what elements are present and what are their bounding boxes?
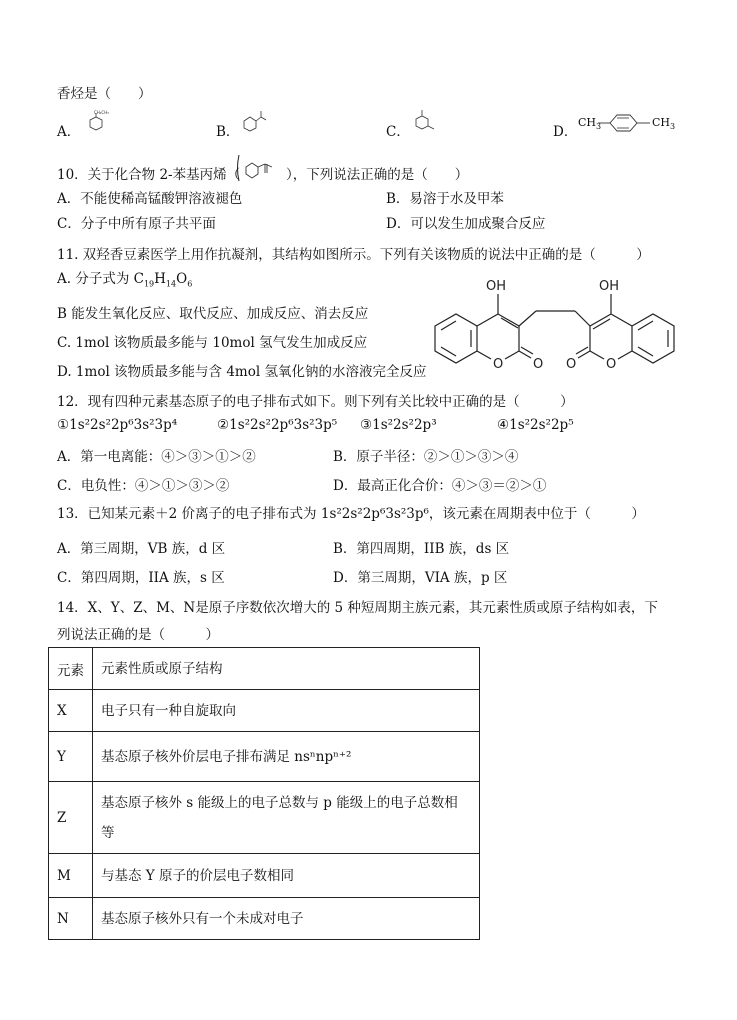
table-cell-element: M [49, 854, 93, 898]
q13-option-d: D．第三周期，VIA 族，p 区 [333, 570, 508, 586]
table-header-property: 元素性质或原子结构 [93, 648, 480, 690]
q9-option-c-structure [408, 104, 444, 138]
svg-text:CH₂CH₃: CH₂CH₃ [94, 110, 109, 115]
q12-option-c: C．电负性：④＞①＞③＞② [57, 478, 230, 494]
table-header-element: 元素 [49, 648, 93, 690]
table-cell-property: 基态原子核外只有一个未成对电子 [93, 898, 480, 940]
q10-stem-before: 10．关于化合物 2-苯基丙烯（ [57, 167, 241, 183]
right-carbonyl-oxygen-label: O [566, 357, 577, 372]
q10-option-b: B．易溶于水及甲苯 [386, 191, 504, 207]
q14-stem-line2: 列说法正确的是（ ） [57, 627, 219, 643]
q12-config-4: ④1s²2s²2p⁵ [497, 417, 574, 433]
q13-option-c: C．第四周期，IIA 族，s 区 [57, 570, 225, 586]
element-properties-table [48, 647, 480, 940]
table-row [49, 898, 480, 940]
q9-option-d-label: D． [553, 124, 578, 140]
left-ring-oxygen-label: O [493, 357, 504, 372]
q12-stem: 12．现有四种元素基态原子的电子排布式如下。则下列有关比较中正确的是（ ） [57, 394, 574, 410]
q9-option-d-right-group: $CH_3$ [652, 116, 676, 132]
table-row [49, 782, 480, 854]
q14-stem-line1: 14．X、Y、Z、M、N是原子序数依次增大的 5 种短周期主族元素，其元素性质或原子结构如表，下 [57, 600, 658, 616]
table-cell-property: 基态原子核外 s 能级上的电子总数与 p 能级上的电子总数相等 [93, 782, 480, 854]
q9-option-d-structure [596, 107, 652, 141]
table-header-row [49, 648, 480, 690]
q10-2-phenylpropene-structure [236, 151, 286, 185]
right-ring-oxygen-label: O [606, 357, 617, 372]
q10-option-d: D．可以发生加成聚合反应 [386, 216, 546, 232]
q9-option-a-label: A． [57, 124, 81, 140]
table-cell-property: 电子只有一种自旋取向 [93, 690, 480, 732]
q9-option-c-label: C． [386, 124, 410, 140]
q10-option-a: A．不能使稀高锰酸钾溶液褪色 [57, 191, 243, 207]
table-cell-element: N [49, 898, 93, 940]
table-row [49, 732, 480, 782]
q10-option-c: C．分子中所有原子共平面 [57, 216, 216, 232]
q12-config-2: ②1s²2s²2p⁶3s²3p⁵ [217, 417, 338, 433]
table-cell-property: 基态原子核外价层电子排布满足 nsⁿnpⁿ⁺² [93, 732, 480, 782]
q13-option-b: B．第四周期，IIB 族，ds 区 [333, 541, 510, 557]
q12-option-b: B．原子半径：②＞①＞③＞④ [333, 449, 519, 465]
q12-option-d: D．最高正化合价：④＞③＝②＞① [333, 478, 547, 494]
table-cell-element: X [49, 690, 93, 732]
q9-option-b-structure [236, 103, 276, 137]
table-row [49, 854, 480, 898]
left-carbonyl-oxygen-label: O [533, 357, 544, 372]
dicoumarol-structure [425, 270, 695, 382]
q9-stem: 香烃是（ ） [57, 86, 152, 102]
q12-option-a: A．第一电离能：④＞③＞①＞② [57, 449, 256, 465]
q9-option-d-left-group: $CH_3$ [578, 116, 602, 132]
q10-stem-after: ），下列说法正确的是（ ） [286, 167, 469, 183]
q13-option-a: A．第三周期，VB 族，d 区 [57, 541, 226, 557]
q11-stem: 11. 双羟香豆素医学上用作抗凝剂，其结构如图所示。下列有关该物质的说法中正确的是（ ） [57, 247, 650, 263]
right-hydroxyl-label: OH [599, 279, 620, 294]
table-cell-element: Z [49, 782, 93, 854]
table-row [49, 690, 480, 732]
q11-option-b: B 能发生氧化反应、取代反应、加成反应、消去反应 [57, 306, 369, 322]
q11-option-c: C. 1mol 该物质最多能与 10mol 氢气发生加成反应 [57, 335, 368, 351]
q11-option-a: A. 分子式为 $C_{19}H_{14}O_6$ [57, 271, 193, 289]
q11-option-d: D. 1mol 该物质最多能与含 4mol 氢氧化钠的水溶液完全反应 [57, 364, 427, 380]
table-cell-property: 与基态 Y 原子的价层电子数相同 [93, 854, 480, 898]
q9-option-b-label: B． [216, 124, 240, 140]
left-hydroxyl-label: OH [486, 279, 507, 294]
q12-config-3: ③1s²2s²2p³ [360, 417, 437, 433]
q13-stem: 13．已知某元素＋2 价离子的电子排布式为 1s²2s²2p⁶3s²3p⁶，该元素在周期表中位于（ ） [57, 506, 645, 522]
q12-config-1: ①1s²2s²2p⁶3s²3p⁴ [57, 417, 178, 433]
table-cell-element: Y [49, 732, 93, 782]
q9-option-a-structure [80, 108, 112, 138]
